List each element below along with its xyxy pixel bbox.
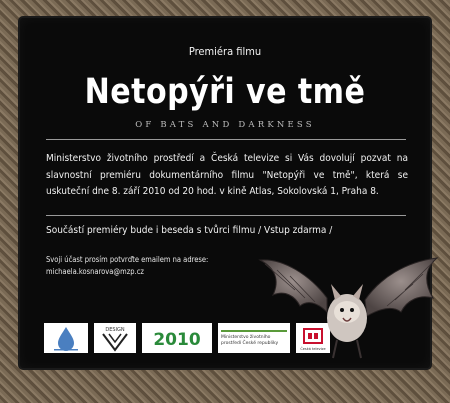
ministry-name: Ministerstvo životního prostředí České republiky: [221, 334, 279, 346]
rsvp-text: Svoji účast prosím potvrďte emailem na adrese:: [46, 255, 209, 264]
rsvp-block: [46, 254, 208, 278]
rsvp-email[interactable]: michaela.kosnarova@mzp.cz: [46, 267, 144, 276]
design-label: DESIGN: [105, 327, 125, 333]
premiere-note: Součástí premiéry bude i beseda s tvůrci filmu / Vstup zdarma /: [46, 225, 333, 236]
water-drop-icon: [46, 324, 86, 352]
design-mark-icon: [95, 324, 135, 352]
premiere-label: Premiéra filmu: [188, 45, 262, 58]
divider-bottom: [46, 215, 406, 216]
bat-illustration: [255, 240, 440, 365]
ct-label: Česká televize: [300, 347, 326, 351]
film-title: Netopýři ve tmě: [84, 72, 366, 112]
year-text: 2010: [153, 330, 201, 350]
divider-top: [46, 139, 406, 140]
design-logo: [94, 323, 136, 353]
year-logo: [142, 323, 212, 353]
water-logo: [44, 323, 88, 353]
film-subtitle: OF BATS AND DARKNESS: [135, 120, 315, 130]
invitation-text: Ministerstvo životního prostředí a Česká televize si Vás dovolují pozvat na slavnostní premiéru dokumentárního filmu "Netopýři ve tmě", která se uskuteční dne 8. září 2010 od 20 hod. v kině Atlas, Sokolovská 1, Praha 8.: [46, 153, 408, 197]
